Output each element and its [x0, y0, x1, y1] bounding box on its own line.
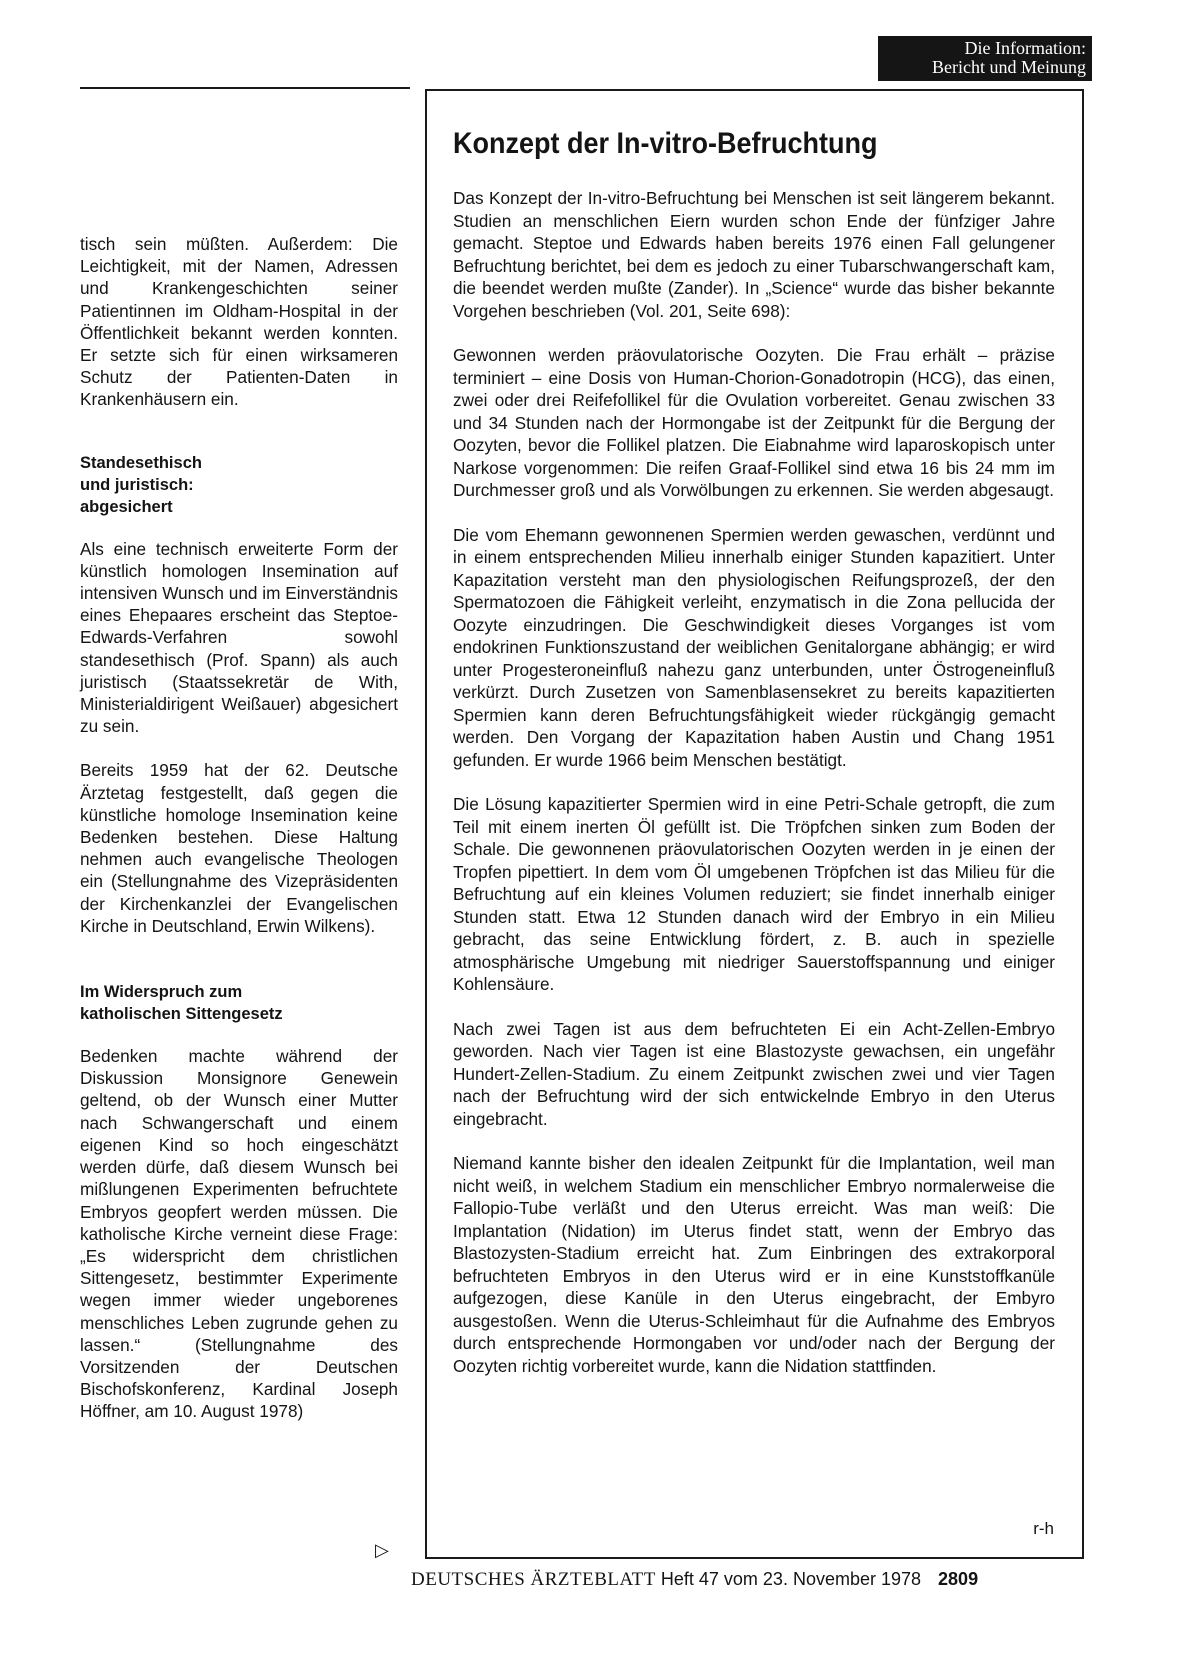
paragraph-aerztetag: Bereits 1959 hat der 62. Deutsche Ärztetag festgestellt, daß gegen die künstliche homologe Insemination keine Bedenken bestehen. Diese Haltung nehmen auch evangelische Theologen ein (Stellungnahme des Vizepräsidenten der Kirchenkanzlei der Evangelischen Kirche in Deutschland, Erwin Wilkens). [80, 760, 398, 936]
intro-paragraph: tisch sein müßten. Außerdem: Die Leichtigkeit, mit der Namen, Adressen und Krankengeschichten seiner Patientinnen im Oldham-Hospital in der Öffentlichkeit bekannt werden konnten. Er setzte sich für einen wirksameren Schutz der Patienten-Daten in Krankenhäusern ein. [80, 234, 398, 410]
heading-widerspruch [80, 981, 398, 1025]
page-footer [411, 1567, 1095, 1592]
section-tag-line2: Bericht und Meinung [932, 57, 1086, 77]
paragraph-technische-form: Als eine technisch erweiterte Form der künstlich homologen Insemination auf intensiven Wunsch und im Einverständnis eines Ehepaares erscheint das Steptoe-Edwards-Verfahren sowohl standesethisch (Prof. Spann) als auch juristisch (Staatssekretär de With, Ministerialdirigent Weißauer) abgesichert zu sein. [80, 538, 398, 737]
info-box [425, 89, 1084, 1559]
box-paragraph: Gewonnen werden präovulatorische Oozyten. Die Frau erhält – präzise terminiert – eine Dosis von Human-Chorion-Gonadotropin (HCG), das einen, zwei oder drei Reifefollikel für die Ovulation vorbereitet. Genau zwischen 33 und 34 Stunden nach der Hormongabe ist der Zeitpunkt für die Bergung der Oozyten, bevor die Follikel platzen. Die Eiabnahme wird laparoskopisch unter Narkose vorgenommen: Die reifen Graaf-Follikel sind etwa 16 bis 24 mm im Durchmesser groß und als Vorwölbungen zu erkennen. Sie werden abgesaugt. [453, 345, 1055, 500]
heading-line: Standesethisch [80, 453, 202, 472]
heading-line: abgesichert [80, 497, 173, 516]
left-column [80, 233, 398, 1423]
continue-arrow-icon: ▷ [375, 1540, 389, 1560]
box-paragraph: Das Konzept der In-vitro-Befruchtung bei Menschen ist seit längerem bekannt. Studien an menschlichen Eiern wurden schon Ende der fünfziger Jahre gemacht. Steptoe und Edwards haben bereits 1976 einen Fall gelungener Befruchtung berichtet, bei dem es jedoch zu einer Tubarschwangerschaft kam, die beendet werden mußte (Zander). In „Science“ wurde das bisher bekannte Vorgehen beschrieben (Vol. 201, Seite 698): [453, 188, 1055, 321]
section-tag [878, 36, 1092, 81]
heading-line: Im Widerspruch zum [80, 983, 243, 1002]
page-number: 2809 [938, 1569, 979, 1589]
box-signoff: r-h [1033, 1519, 1054, 1538]
heading-line: und juristisch: [80, 475, 194, 494]
box-body [453, 187, 1055, 1399]
paragraph-bedenken: Bedenken machte während der Diskussion Monsignore Genewein geltend, ob der Wunsch einer Mutter nach Schwangerschaft und einem eigenen Kind so hoch eingeschätzt werden dürfe, daß diesem Wunsch bei mißlungenen Experimenten befruchtete Embryos geopfert werden müssen. Die katholische Kirche verneint diese Frage: „Es widerspricht dem christlichen Sittengesetz, bestimmter Experimente wegen immer wieder ungeborenes menschliches Leben zugrunde gehen zu lassen.“ (Stellungnahme des Vorsitzenden der Deutschen Bischofskonferenz, Kardinal Joseph Höffner, am 10. August 1978) [80, 1046, 398, 1422]
box-paragraph: Die vom Ehemann gewonnenen Spermien werden gewaschen, verdünnt und in einem entsprechenden Milieu innerhalb einiger Stunden kapazitiert. Unter Kapazitation versteht man den physiologischen Reifungsprozeß, der den Spermatozoen die Fähigkeit verleiht, enzymatisch in die Zona pellucida der Oozyte einzudringen. Die Geschwindigkeit dieses Vorganges ist vom endokrinen Funktionszustand der weiblichen Genitalorgane abhängig; er wird unter Progesteroneinfluß nahezu ganz unterbunden, unter Östrogeneinfluß verkürzt. Durch Zusetzen von Samenblasensekret zu bereits kapazitierten Spermien kann deren Befruchtungsfähigkeit wieder rückgängig gemacht werden. Den Vorgang der Kapazitation haben Austin und Chang 1951 gefunden. Er wurde 1966 beim Menschen bestätigt. [453, 524, 1055, 770]
section-tag-line1: Die Information: [964, 38, 1086, 58]
heading-line: katholischen Sittengesetz [80, 1005, 283, 1024]
heading-standesethisch [80, 452, 398, 518]
left-column-rule [80, 87, 410, 89]
journal-masthead: DEUTSCHES ÄRZTEBLATT [411, 1569, 656, 1590]
box-paragraph: Nach zwei Tagen ist aus dem befruchteten Ei ein Acht-Zellen-Embryo geworden. Nach vier Tagen ist eine Blastozyste gewachsen, ein ungefähr Hundert-Zellen-Stadium. Zu einem Zeitpunkt zwischen zwei und vier Tagen nach der Befruchtung wird der sich entwickelnde Embryo in den Uterus eingebracht. [453, 1018, 1055, 1129]
box-title: Konzept der In-vitro-Befruchtung [453, 127, 878, 160]
box-paragraph: Niemand kannte bisher den idealen Zeitpunkt für die Implantation, weil man nicht weiß, in welchem Stadium ein menschlicher Embryo normalerweise die Fallopio-Tube verläßt und den Uterus erreicht. Was man weiß: Die Implantation (Nidation) im Uterus findet statt, wenn der Embryo das Blastozysten-Stadium erreicht hat. Zum Einbringen des extrakorporal befruchteten Embryos in den Uterus wird er in eine Kunststoffkanüle aufgezogen, diese Kanüle in den Uterus eingebracht, der Embyro ausgestoßen. Wenn die Uterus-Schleimhaut für die Aufnahme des Embryos durch entsprechende Hormongaben vor und/oder nach der Bergung der Oozyten richtig vorbereitet wurde, kann die Nidation stattfinden. [453, 1153, 1055, 1376]
box-paragraph: Die Lösung kapazitierter Spermien wird in eine Petri-Schale getropft, die zum Teil mit einem inerten Öl gefüllt ist. Die Tröpfchen sinken zum Boden der Schale. Die gewonnenen präovulatorischen Oozyten werden in je einen der Tropfen pipettiert. In dem vom Öl umgebenen Tröpfchen ist das Milieu für die Befruchtung auf ein kleines Volumen reduziert; sie findet innerhalb einiger Stunden statt. Etwa 12 Stunden danach wird der Embryo in ein Milieu gebracht, das seine Entwicklung fördert, z. B. auch in spezielle atmosphärische Umgebung mit niedriger Sauerstoffspannung und einiger Kohlensäure. [453, 794, 1055, 994]
issue-info: Heft 47 vom 23. November 1978 [660, 1569, 922, 1589]
